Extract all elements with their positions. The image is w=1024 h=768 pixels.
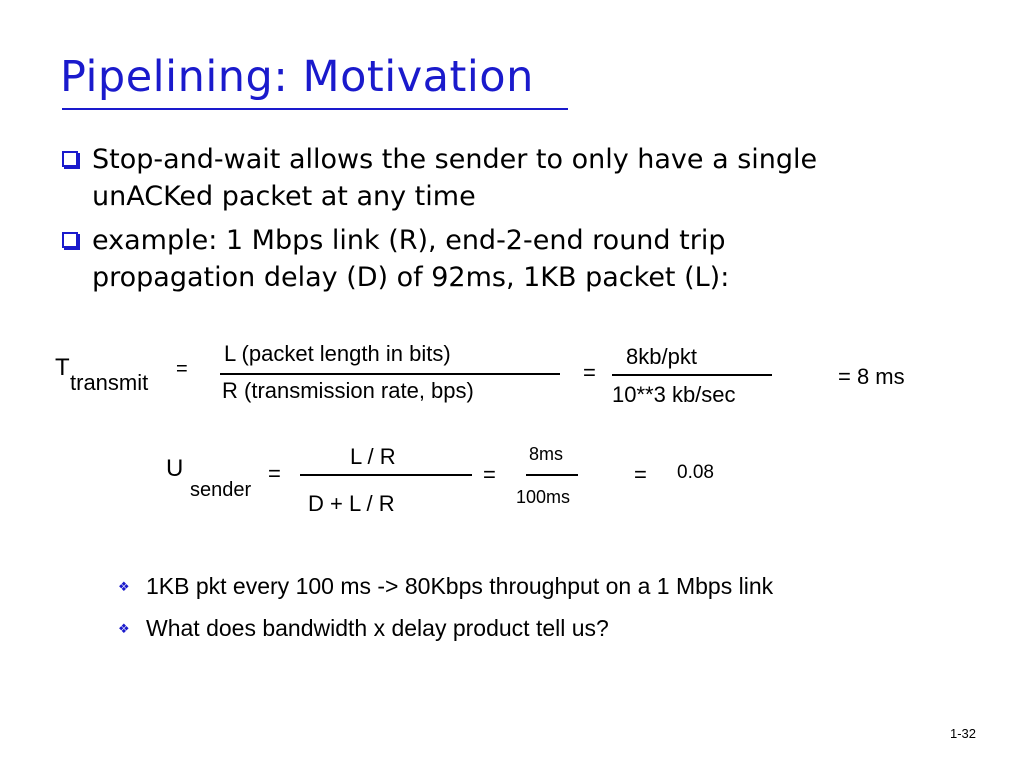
fraction-line — [612, 374, 772, 376]
u-numerator-1: L / R — [350, 444, 396, 469]
slide-title: Pipelining: Motivation — [60, 52, 534, 102]
t-result: = 8 ms — [838, 364, 905, 389]
fraction-line — [220, 373, 560, 375]
u-symbol: U — [166, 455, 184, 482]
sub-bullet-1: 1KB pkt every 100 ms -> 80Kbps throughput on a 1 Mbps link — [146, 573, 774, 599]
fraction-line — [300, 474, 472, 476]
t-equals-2: = — [583, 360, 596, 385]
page-number: 1-32 — [949, 726, 976, 741]
u-numerator-2: 8ms — [529, 444, 564, 464]
bullet-1-line-2: unACKed packet at any time — [92, 181, 476, 212]
t-symbol: T — [55, 354, 70, 381]
t-denominator-2: 10**3 kb/sec — [612, 382, 736, 407]
u-equals-2: = — [483, 462, 496, 487]
square-bullet-icon — [62, 151, 78, 167]
u-result: 0.08 — [677, 462, 714, 483]
t-numerator-1: L (packet length in bits) — [224, 341, 451, 366]
square-bullet-icon — [62, 232, 78, 248]
u-denominator-1: D + L / R — [308, 491, 395, 516]
t-subscript: transmit — [70, 370, 149, 395]
diamond-bullet-icon: ❖ — [118, 580, 130, 595]
bullet-2-line-1: example: 1 Mbps link (R), end-2-end round trip — [92, 225, 726, 256]
title-underline — [62, 108, 568, 110]
diamond-bullet-icon: ❖ — [118, 622, 130, 637]
u-subscript: sender — [190, 479, 252, 501]
bullet-2-line-2: propagation delay (D) of 92ms, 1KB packet (L): — [92, 262, 730, 293]
u-equals-1: = — [268, 461, 281, 486]
u-denominator-2: 100ms — [516, 487, 571, 507]
bullet-1-line-1: Stop-and-wait allows the sender to only have a single — [92, 144, 818, 175]
sub-bullet-2: What does bandwidth x delay product tell us? — [146, 615, 609, 641]
t-denominator-1: R (transmission rate, bps) — [222, 378, 474, 403]
t-numerator-2: 8kb/pkt — [626, 344, 697, 369]
t-equals-1: = — [176, 358, 188, 380]
u-equals-3: = — [634, 462, 647, 487]
fraction-line — [526, 474, 578, 476]
